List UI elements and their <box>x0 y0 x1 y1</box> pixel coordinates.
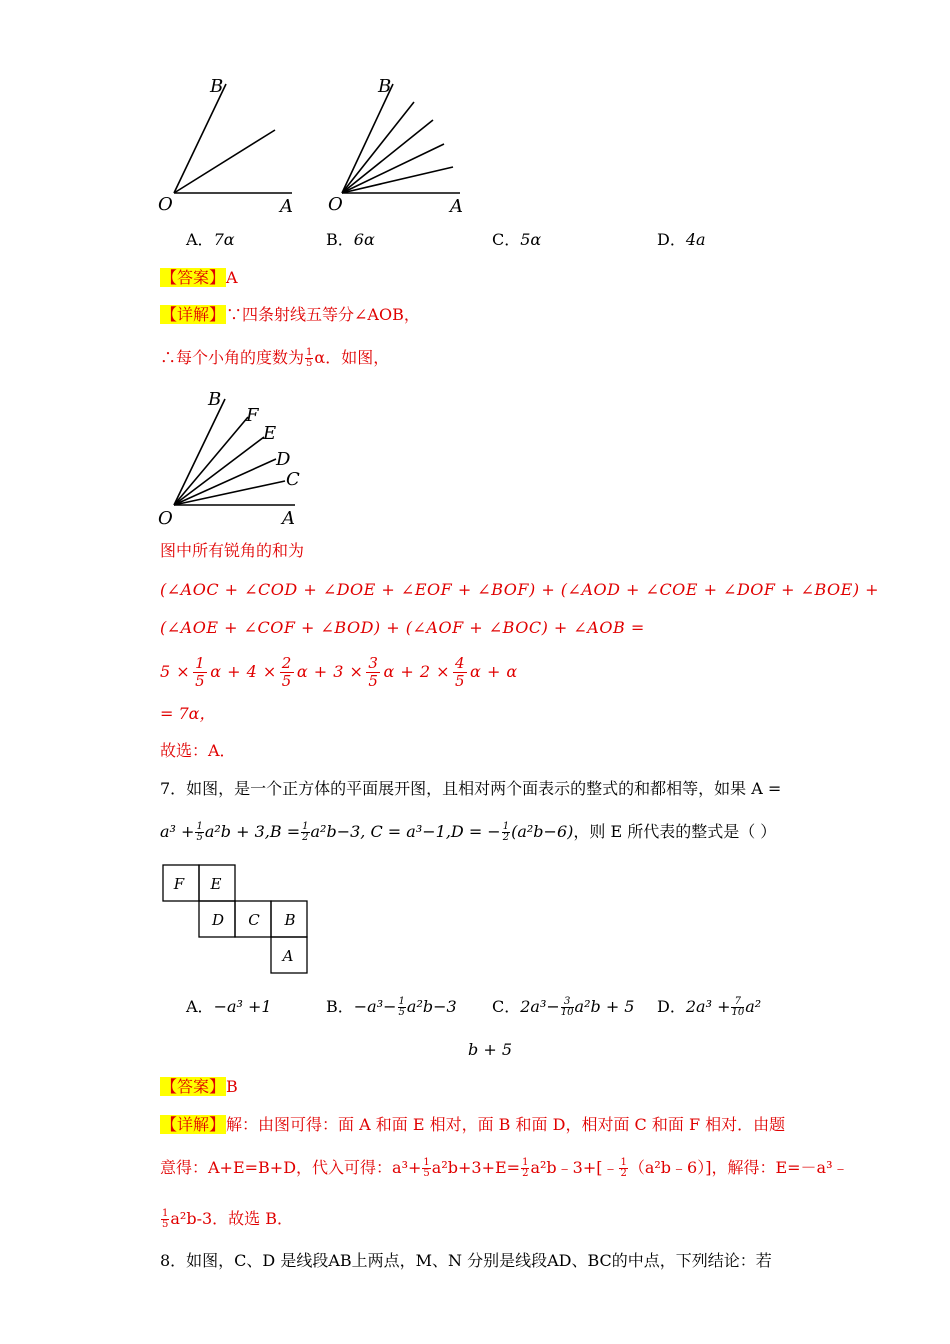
figure-angle-one-ray <box>150 72 310 220</box>
option-key: B． <box>326 230 354 249</box>
numerator: 1 <box>398 996 405 1007</box>
numerator: 3 <box>561 997 574 1008</box>
fraction <box>561 997 574 1018</box>
expr: α + 4 × <box>210 662 277 681</box>
denominator: 5 <box>423 1168 430 1179</box>
q7-detail-line3 <box>160 1204 293 1234</box>
expr: a²b + 3,B = <box>204 822 301 841</box>
denominator: 5 <box>455 672 466 690</box>
denominator: 2 <box>620 1168 627 1179</box>
expr: (a²b−6) <box>511 822 574 841</box>
q7-option-c <box>492 992 634 1022</box>
q6-detail-line2 <box>160 348 389 369</box>
option-value: 5α <box>520 230 542 249</box>
detail-text: 解：由图可得：面 A 和面 E 相对，面 B 和面 D，相对面 C 和面 F 相对．由题 <box>226 1115 786 1134</box>
label-a: A <box>282 508 295 529</box>
q6-sum-row1: (∠AOC + ∠COD + ∠DOE + ∠EOF + ∠BOF) + (∠AOD + ∠COE + ∠DOF + ∠BOE) + <box>160 580 880 599</box>
detail-text: α．如图， <box>314 348 390 367</box>
q7-line2 <box>160 816 776 848</box>
fraction <box>301 822 309 843</box>
q6-option-b <box>326 230 375 250</box>
detail-tag: 【详解】 <box>161 305 226 324</box>
denominator: 5 <box>162 1219 169 1230</box>
net-label-b: B <box>284 911 296 929</box>
figure-angle-four-rays <box>318 72 478 220</box>
fraction <box>619 1158 627 1179</box>
q6-option-c <box>492 230 541 250</box>
fraction <box>731 997 744 1018</box>
label-d: D <box>276 449 291 470</box>
detail-text: a²b﹣3+[﹣ <box>530 1158 619 1177</box>
q6-choice: 故选：A． <box>160 741 236 760</box>
q7-detail-line1 <box>160 1115 785 1135</box>
fraction <box>193 655 207 690</box>
denominator: 2 <box>522 1168 529 1179</box>
numerator: 1 <box>302 821 309 832</box>
denominator: 5 <box>398 1007 405 1018</box>
option-value: 2a³− <box>520 997 560 1016</box>
denominator: 10 <box>731 1007 745 1018</box>
detail-text: ∵四条射线五等分∠AOB， <box>226 305 420 324</box>
answer-value: A <box>226 268 238 287</box>
q7-option-a <box>186 992 272 1022</box>
fraction <box>502 822 510 843</box>
option-value: 6α <box>353 230 375 249</box>
denominator: 5 <box>281 672 292 690</box>
expr: 5 × <box>160 662 191 681</box>
q6-answer <box>160 268 238 288</box>
denominator: 10 <box>560 1007 574 1018</box>
option-value: a² <box>745 997 762 1016</box>
fraction <box>398 997 406 1018</box>
q6-sum-row2: (∠AOE + ∠COF + ∠BOD) + (∠AOF + ∠BOC) + ∠AOB = <box>160 618 645 637</box>
numerator: 1 <box>502 821 510 832</box>
fraction <box>161 1209 169 1230</box>
label-f: F <box>246 405 259 426</box>
option-key: A． <box>186 230 214 249</box>
label-b: B <box>210 76 224 97</box>
q7-detail-line2 <box>160 1153 849 1183</box>
label-c: C <box>286 469 300 490</box>
option-value: a²b + 5 <box>574 997 635 1016</box>
option-key: C． <box>492 230 521 249</box>
label-a: A <box>450 196 463 217</box>
ray-ob <box>174 399 225 505</box>
q6-option-a <box>186 230 235 250</box>
net-label-f: F <box>173 875 185 893</box>
q6-sum-intro: 图中所有锐角的和为 <box>160 541 305 560</box>
numerator: 1 <box>620 1157 627 1168</box>
label-b: B <box>378 76 392 97</box>
detail-text: ∴每个小角的度数为 <box>160 348 305 367</box>
q7-option-d-wrap: b + 5 <box>468 1040 512 1059</box>
q8-line1: 8．如图，C、D 是线段AB上两点，M、N 分别是线段AD、BC的中点，下列结论：若 <box>160 1251 772 1270</box>
option-key: D． <box>657 230 686 249</box>
detail-text: 意得：A+E=B+D，代入可得：a³+ <box>160 1158 422 1177</box>
denominator: 5 <box>368 672 379 690</box>
label-o: O <box>158 194 173 215</box>
numerator: 1 <box>196 821 203 832</box>
answer-value: B <box>226 1077 238 1096</box>
expr: a²b−3, C = a³−1,D = − <box>310 822 501 841</box>
denominator: 5 <box>306 358 313 369</box>
detail-tag: 【详解】 <box>161 1115 226 1134</box>
option-key: A． <box>186 997 214 1016</box>
expr: α + 2 × <box>383 662 450 681</box>
fraction <box>280 655 294 690</box>
cube-net-figure <box>160 862 310 974</box>
option-value: 2a³ + <box>685 997 731 1016</box>
q7-option-d <box>657 992 761 1022</box>
numerator: 1 <box>195 654 206 672</box>
q7-option-b <box>326 992 457 1022</box>
detail-text: a²b-3．故选 B． <box>170 1209 294 1228</box>
figure-angle-labeled-rays <box>150 385 325 533</box>
label-a: A <box>280 196 293 217</box>
answer-tag: 【答案】 <box>161 1077 226 1096</box>
q6-sum-row4: = 7α， <box>160 704 216 723</box>
net-label-d: D <box>211 911 225 929</box>
q6-sum-row3 <box>160 652 518 692</box>
q6-option-d <box>657 230 706 250</box>
net-label-c: C <box>248 911 260 929</box>
numerator: 1 <box>423 1157 430 1168</box>
option-value: −a³− <box>353 997 397 1016</box>
expr: α + α <box>470 662 518 681</box>
numerator: 1 <box>306 347 313 358</box>
option-key: D． <box>657 997 686 1016</box>
detail-text: （a²b﹣6）]，解得：E=－a³﹣ <box>628 1158 849 1177</box>
label-e: E <box>263 423 277 444</box>
answer-tag: 【答案】 <box>161 268 226 287</box>
fraction <box>422 1158 430 1179</box>
fraction <box>521 1158 529 1179</box>
net-label-e: E <box>210 875 222 893</box>
numerator: 1 <box>162 1208 169 1219</box>
q6-detail-line1 <box>160 305 420 325</box>
label-b: B <box>208 389 222 410</box>
expr: α + 3 × <box>296 662 364 681</box>
question-tail: ，则 E 所代表的整式是（ ） <box>573 822 777 841</box>
option-value: 7α <box>213 230 235 249</box>
numerator: 7 <box>731 997 744 1008</box>
denominator: 5 <box>196 832 203 843</box>
fraction <box>366 655 380 690</box>
q7-answer <box>160 1077 238 1097</box>
label-o: O <box>328 194 343 215</box>
q7-line1: 7．如图，是一个正方体的平面展开图，且相对两个面表示的整式的和都相等，如果 A = <box>160 779 782 798</box>
fraction <box>195 822 203 843</box>
option-value: −a³ +1 <box>213 997 272 1016</box>
numerator: 1 <box>522 1157 529 1168</box>
option-value: a²b−3 <box>406 997 457 1016</box>
option-key: B． <box>326 997 354 1016</box>
fraction <box>305 348 313 369</box>
numerator: 4 <box>455 654 466 672</box>
label-o: O <box>158 508 173 529</box>
net-label-a: A <box>282 947 294 965</box>
fraction <box>453 655 467 690</box>
expr: a³ + <box>160 822 195 841</box>
denominator: 2 <box>502 832 510 843</box>
option-key: C． <box>492 997 521 1016</box>
numerator: 2 <box>281 654 292 672</box>
detail-text: a²b+3+E= <box>431 1158 521 1177</box>
denominator: 5 <box>195 672 206 690</box>
denominator: 2 <box>302 832 309 843</box>
option-value: 4a <box>685 230 706 249</box>
numerator: 3 <box>368 654 379 672</box>
